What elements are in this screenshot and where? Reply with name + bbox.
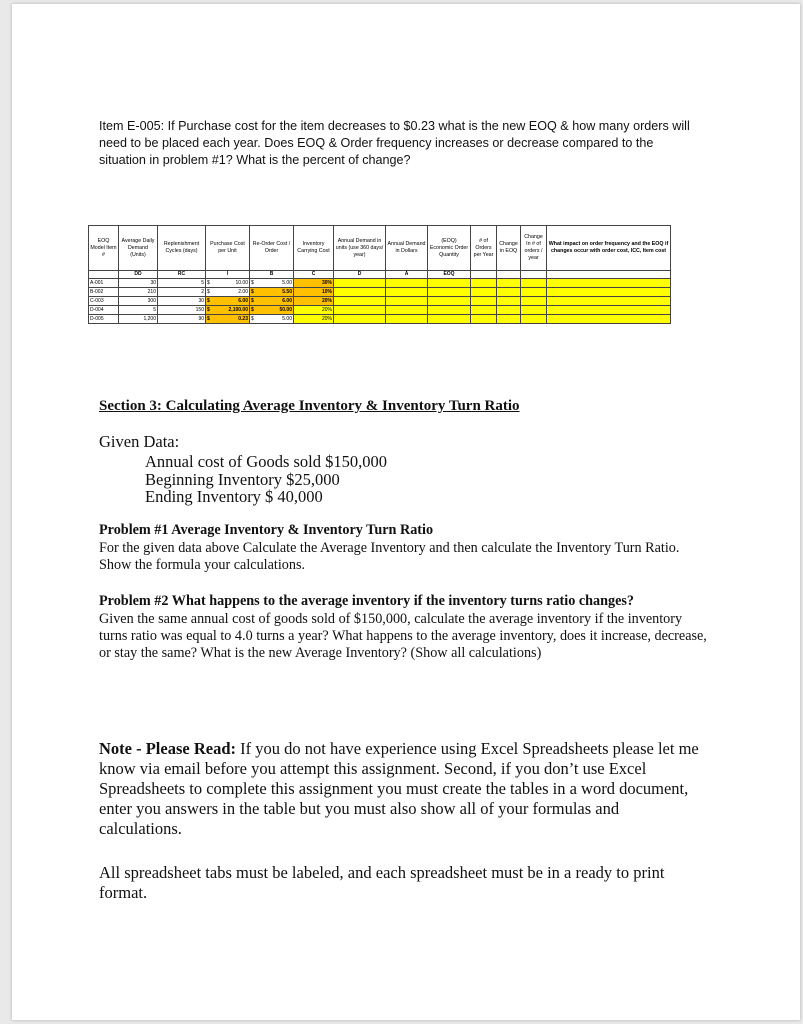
reorder-cost-value: 5.00 (282, 280, 292, 286)
purchase-cost-value: 2.00 (238, 289, 248, 295)
problem-2-body: Given the same annual cost of goods sold of $150,000, calculate the average inventory if the inventory turns ratio was equal to 4.0 turns a year? What happens to the average inventory, does it increase, decrease, or stay the same? What is the new Average Inventory? (Show all calculations) (99, 611, 707, 661)
header-cell: EOQ Model Item # (89, 226, 119, 271)
code-cell (471, 271, 497, 279)
problem-1-title: Problem #1 Average Inventory & Inventory Turn Ratio (99, 522, 434, 538)
change-orders-cell[interactable] (521, 315, 547, 324)
reorder-cost-value: 5.00 (282, 316, 292, 322)
item-id-cell: B-002 (89, 288, 119, 297)
orders-per-year-cell[interactable] (471, 297, 497, 306)
header-cell: Change In # of orders / year (521, 226, 547, 271)
code-cell: RC (158, 271, 206, 279)
item-id-cell: A-001 (89, 279, 119, 288)
replenishment-cell: 2 (158, 288, 206, 297)
change-orders-cell[interactable] (521, 297, 547, 306)
header-cell: (EOQ) Economic Order Quantity (428, 226, 471, 271)
code-cell: C (294, 271, 334, 279)
replenishment-cell: 90 (158, 315, 206, 324)
daily-demand-cell: 1,200 (119, 315, 158, 324)
change-eoq-cell[interactable] (497, 288, 521, 297)
note-paragraph (99, 739, 699, 839)
orders-per-year-cell[interactable] (471, 288, 497, 297)
header-cell: Purchase Cost per Unit (206, 226, 250, 271)
table-row (89, 279, 671, 288)
header-cell: What impact on order frequency and the EOQ if changes occur with order cost, ICC, Item cost (547, 226, 671, 271)
header-cell: Inventory Carrying Cost (294, 226, 334, 271)
note-label: Note - Please Read: (99, 739, 236, 758)
header-cell: Annual Demand in Dollars (386, 226, 428, 271)
header-cell: Annual Demand in units (use 360 days/ year) (334, 226, 386, 271)
impact-cell[interactable] (547, 288, 671, 297)
reorder-cost-cell (250, 279, 294, 288)
table-row (89, 297, 671, 306)
eoq-cell[interactable] (428, 315, 471, 324)
change-eoq-cell[interactable] (497, 315, 521, 324)
annual-demand-dollars-cell[interactable] (386, 288, 428, 297)
change-orders-cell[interactable] (521, 279, 547, 288)
section-3-title: Section 3: Calculating Average Inventory & Inventory Turn Ratio (99, 398, 520, 414)
annual-demand-units-cell[interactable] (334, 315, 386, 324)
given-line-ending-inventory: Ending Inventory $ 40,000 (145, 487, 323, 506)
code-cell (547, 271, 671, 279)
daily-demand-cell: 5 (119, 306, 158, 315)
table-row (89, 288, 671, 297)
header-cell: # of Orders per Year (471, 226, 497, 271)
reorder-cost-cell (250, 306, 294, 315)
annual-demand-units-cell[interactable] (334, 288, 386, 297)
header-cell: Change in EOQ (497, 226, 521, 271)
change-orders-cell[interactable] (521, 288, 547, 297)
carrying-cost-cell: 20% (294, 297, 334, 306)
impact-cell[interactable] (547, 279, 671, 288)
impact-cell[interactable] (547, 297, 671, 306)
annual-demand-dollars-cell[interactable] (386, 306, 428, 315)
daily-demand-cell: 30 (119, 279, 158, 288)
currency-sign: $ (207, 280, 210, 286)
problem-1-body: For the given data above Calculate the Average Inventory and then calculate the Inventory Turn Ratio. Show the formula your calculations. (99, 540, 680, 573)
eoq-cell[interactable] (428, 297, 471, 306)
purchase-cost-cell (206, 306, 250, 315)
carrying-cost-cell: 10% (294, 288, 334, 297)
carrying-cost-cell: 20% (294, 315, 334, 324)
note-body: If you do not have experience using Excel Spreadsheets please let me know via email before you attempt this assignment. Second, if you don’t use Excel Spreadsheets to complete this assignment you must create the tables in a word document, enter you answers in the table but you must also show all of your formulas and calculations. (99, 739, 699, 838)
currency-sign: $ (207, 298, 210, 304)
eoq-cell[interactable] (428, 288, 471, 297)
purchase-cost-cell (206, 288, 250, 297)
change-orders-cell[interactable] (521, 306, 547, 315)
replenishment-cell: 5 (158, 279, 206, 288)
header-cell: Average Daily Demand (Units) (119, 226, 158, 271)
change-eoq-cell[interactable] (497, 297, 521, 306)
annual-demand-units-cell[interactable] (334, 279, 386, 288)
eoq-cell[interactable] (428, 279, 471, 288)
header-cell: Replenishment Cycles (days) (158, 226, 206, 271)
currency-sign: $ (207, 316, 210, 322)
table-header-row (89, 226, 671, 271)
reorder-cost-value: 5.50 (282, 289, 292, 295)
header-cell: Re-Order Cost / Order (250, 226, 294, 271)
annual-demand-units-cell[interactable] (334, 306, 386, 315)
annual-demand-dollars-cell[interactable] (386, 297, 428, 306)
currency-sign: $ (251, 289, 254, 295)
code-cell (521, 271, 547, 279)
purchase-cost-value: 2,100.00 (228, 307, 248, 313)
reorder-cost-cell (250, 297, 294, 306)
replenishment-cell: 30 (158, 297, 206, 306)
carrying-cost-cell: 30% (294, 279, 334, 288)
impact-cell[interactable] (547, 306, 671, 315)
annual-demand-dollars-cell[interactable] (386, 315, 428, 324)
currency-sign: $ (251, 316, 254, 322)
currency-sign: $ (251, 307, 254, 313)
reorder-cost-cell (250, 288, 294, 297)
orders-per-year-cell[interactable] (471, 315, 497, 324)
item-id-cell: D-004 (89, 306, 119, 315)
code-cell: I (206, 271, 250, 279)
currency-sign: $ (207, 289, 210, 295)
item-question-text: Item E-005: If Purchase cost for the item decreases to $0.23 what is the new EOQ & how many orders will need to be placed each year. Does EOQ & Order frequency increases or decrease compared to the situation in problem #1? What is the percent of change? (99, 119, 690, 167)
code-cell: EOQ (428, 271, 471, 279)
change-eoq-cell[interactable] (497, 306, 521, 315)
annual-demand-dollars-cell[interactable] (386, 279, 428, 288)
annual-demand-units-cell[interactable] (334, 297, 386, 306)
orders-per-year-cell[interactable] (471, 306, 497, 315)
change-eoq-cell[interactable] (497, 279, 521, 288)
closing-paragraph: All spreadsheet tabs must be labeled, and each spreadsheet must be in a ready to print format. (99, 863, 665, 902)
given-data-label: Given Data: (99, 432, 180, 451)
code-cell: A (386, 271, 428, 279)
daily-demand-cell: 300 (119, 297, 158, 306)
code-cell: D (334, 271, 386, 279)
item-id-cell: D-005 (89, 315, 119, 324)
given-line-cogs: Annual cost of Goods sold $150,000 (145, 452, 387, 471)
code-cell (89, 271, 119, 279)
problem-2-title: Problem #2 What happens to the average inventory if the inventory turns ratio changes? (99, 593, 635, 609)
orders-per-year-cell[interactable] (471, 279, 497, 288)
purchase-cost-value: 10.00 (235, 280, 248, 286)
purchase-cost-value: 0.23 (238, 316, 248, 322)
impact-cell[interactable] (547, 315, 671, 324)
reorder-cost-cell (250, 315, 294, 324)
code-cell: B (250, 271, 294, 279)
reorder-cost-value: 50.00 (279, 307, 292, 313)
purchase-cost-cell (206, 297, 250, 306)
purchase-cost-cell (206, 279, 250, 288)
purchase-cost-value: 6.00 (238, 298, 248, 304)
eoq-cell[interactable] (428, 306, 471, 315)
eoq-spreadsheet-table (88, 225, 671, 324)
item-id-cell: C-003 (89, 297, 119, 306)
table-row (89, 306, 671, 315)
purchase-cost-cell (206, 315, 250, 324)
code-cell (497, 271, 521, 279)
currency-sign: $ (251, 280, 254, 286)
currency-sign: $ (207, 307, 210, 313)
code-cell: DD (119, 271, 158, 279)
currency-sign: $ (251, 298, 254, 304)
daily-demand-cell: 210 (119, 288, 158, 297)
table-codes-row (89, 271, 671, 279)
carrying-cost-cell: 20% (294, 306, 334, 315)
replenishment-cell: 150 (158, 306, 206, 315)
table-row (89, 315, 671, 324)
given-line-beginning-inventory: Beginning Inventory $25,000 (145, 470, 340, 489)
reorder-cost-value: 6.00 (282, 298, 292, 304)
